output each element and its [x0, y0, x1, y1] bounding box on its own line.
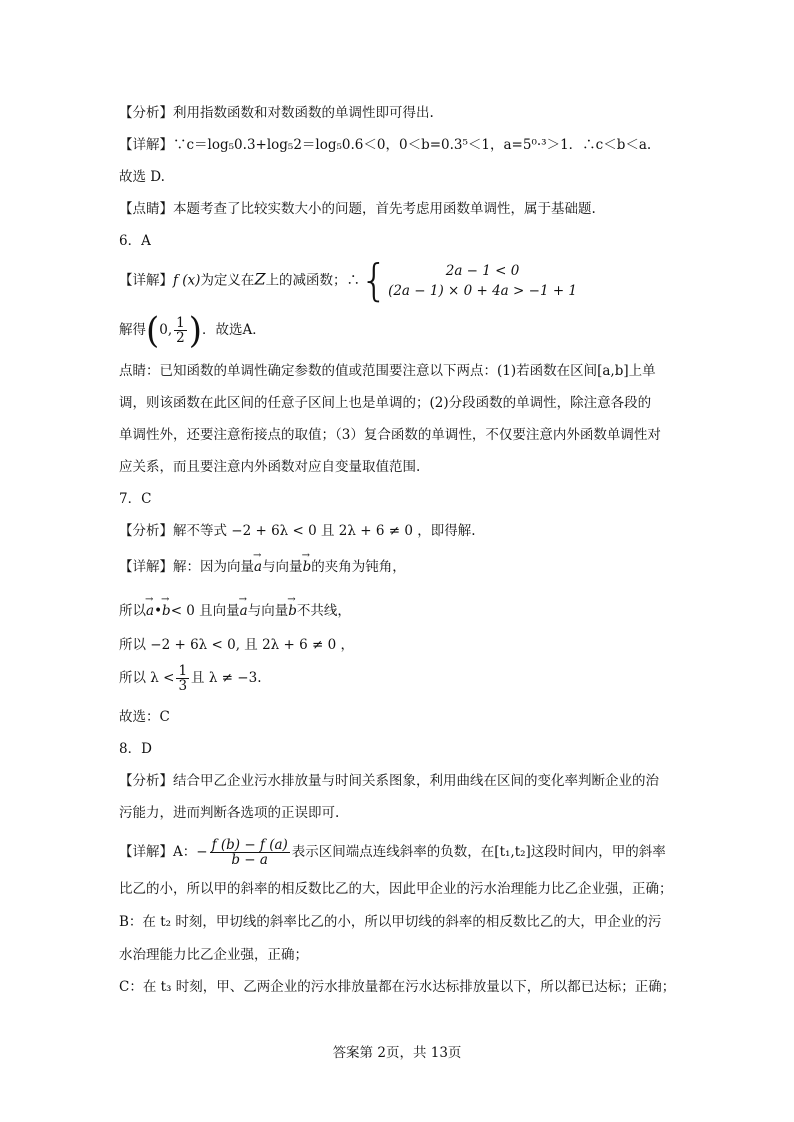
- vector-a: → a: [240, 602, 248, 620]
- solution-prefix: 解得: [119, 322, 146, 338]
- detail-text-a: 【详解】解：因为向量: [119, 559, 254, 575]
- set-z: Z: [254, 269, 266, 289]
- inequality-1: 2a − 1 < 0: [445, 263, 520, 279]
- third-numerator: 1: [178, 663, 188, 679]
- step-text-lambda: 所以 λ <: [119, 670, 175, 686]
- half-numerator: 1: [176, 315, 185, 331]
- dot-operator: •: [154, 603, 163, 619]
- vector-a: → a: [146, 602, 154, 620]
- slope-fraction: [210, 838, 290, 867]
- page-footer: 答案第 2页，共 13页: [332, 1045, 462, 1061]
- question-7-heading: 7．C: [119, 491, 152, 507]
- step-text-b: < 0 且向量: [170, 603, 240, 619]
- detail-label: 【详解】: [119, 272, 173, 289]
- slope-denominator: b − a: [231, 852, 268, 868]
- solution-line-q6: [119, 310, 266, 350]
- question-8-heading: 8．D: [119, 741, 152, 757]
- half-denominator: 2: [176, 330, 185, 346]
- comment-line-q6-3: 单调性外，还要注意衔接点的取值；（3）复合函数的单调性，不仅要注意内外函数单调性对: [119, 427, 661, 443]
- function-fx: f (x): [173, 272, 201, 289]
- detail-line-q6: [119, 255, 578, 306]
- step-line-q7-2: 所以 −2 + 6λ < 0, 且 2λ + 6 ≠ 0 ，: [119, 637, 354, 653]
- analysis-line-q8-2: 污能力，进而判断各选项的正误即可.: [119, 805, 340, 821]
- solution-suffix: ．故选A．: [202, 322, 266, 338]
- fraction-third: [176, 664, 189, 693]
- vector-b: → b: [288, 602, 297, 620]
- detail-line-q5: 【详解】∵c＝log₅0.3+log₅2＝log₅0.6＜0，0＜b=0.3⁵＜1，a=5⁰·³＞1．∴c＜b＜a.: [119, 137, 652, 153]
- step-text-a: 所以: [119, 603, 146, 619]
- vector-a: → a: [254, 558, 262, 576]
- system-brace: {: [360, 255, 389, 306]
- third-denominator: 3: [178, 678, 188, 694]
- minus-sign: −: [196, 844, 208, 860]
- analysis-line-q5: 【分析】利用指数函数和对数函数的单调性即可得出.: [119, 105, 434, 121]
- inequality-2: (2a − 1) × 0 + 4a > −1 + 1: [388, 283, 578, 299]
- inequality-system: [388, 261, 577, 301]
- step-line-q7-3: [119, 660, 261, 696]
- analysis-line-q8-1: 【分析】结合甲乙企业污水排放量与时间关系图象，利用曲线在区间的变化率判断企业的治: [119, 773, 659, 789]
- analysis-line-q7: 【分析】解不等式 −2 + 6λ < 0 且 2λ + 6 ≠ 0 ，即得解.: [119, 523, 476, 539]
- fraction-half: [174, 316, 187, 345]
- detail-text-c: 的夹角为钝角，: [311, 559, 406, 575]
- comment-line-q6-1: 点睛：已知函数的单调性确定参数的值或范围要注意以下两点：(1)若函数在区间[a,b]上单: [119, 363, 656, 379]
- left-paren: (: [146, 309, 160, 352]
- interval-start: 0,: [159, 322, 173, 338]
- step-text-neq: 且 λ ≠ −3.: [191, 670, 262, 686]
- answer-line-q7: 故选：C: [119, 709, 170, 725]
- vector-b: → b: [303, 558, 312, 576]
- step-line-q7-1: [119, 602, 351, 620]
- right-paren: ): [188, 309, 203, 352]
- detail-line-q7: [119, 558, 406, 576]
- detail-line-q8-b2: 水治理能力比乙企业强，正确；: [119, 947, 308, 963]
- detail-line-q8-b: B：在 t₂ 时刻，甲切线的斜率比乙的小，所以甲切线的斜率的相反数比乙的大，甲企业的污: [119, 914, 662, 930]
- detail-a-text: 表示区间端点连线斜率的负数，在[t₁,t₂]这段时间内，甲的斜率: [291, 844, 666, 860]
- step-text-c: 与向量: [247, 603, 289, 619]
- text-defined-on: 为定义在: [200, 272, 255, 289]
- detail-line-q8-c: C：在 t₃ 时刻，甲、乙两企业的污水排放量都在污水达标排放量以下，所以都已达标；正确；: [119, 979, 676, 995]
- detail-text-b: 与向量: [262, 559, 303, 575]
- slope-numerator: f (b) − f (a): [211, 837, 288, 853]
- answer-line-q5: 故选 D.: [119, 169, 165, 185]
- detail-line-q8-a2: 比乙的小，所以甲的斜率的相反数比乙的大，因此甲企业的污水治理能力比乙企业强，正确；: [119, 881, 673, 897]
- comment-line-q5: 【点睛】本题考查了比较实数大小的问题，首先考虑用函数单调性，属于基础题.: [119, 201, 596, 217]
- comment-line-q6-4: 应关系，而且要注意内外函数对应自变量取值范围.: [119, 459, 421, 475]
- detail-a-label: 【详解】A：: [119, 844, 197, 860]
- step-text-d: 不共线，: [296, 603, 351, 619]
- question-6-heading: 6．A: [119, 233, 151, 249]
- detail-line-q8-a: [119, 832, 666, 872]
- text-decreasing: 上的减函数；∴: [265, 272, 361, 289]
- comment-line-q6-2: 调，则该函数在此区间的任意子区间上也是单调的；(2)分段函数的单调性，除注意各段的: [119, 395, 652, 411]
- vector-b: → b: [162, 602, 171, 620]
